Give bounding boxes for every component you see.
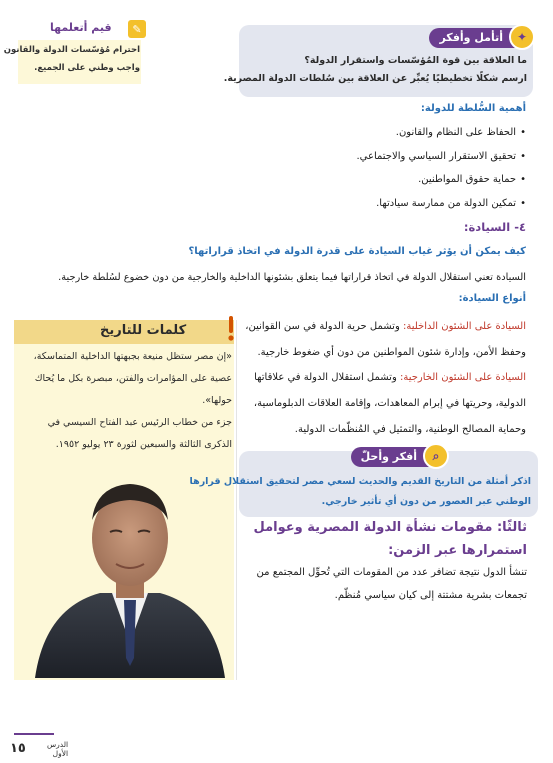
external-sovereignty-line-2: الدولية، وحريتها في إبرام المعاهدات، وإقامة العلاقات الدبلوماسية،	[253, 398, 526, 409]
magnifier-icon: ⌕	[423, 443, 449, 469]
history-source-line-1: جزء من خطاب الرئيس عبد الفتاح السيسي في	[47, 417, 232, 428]
think-solve-line-2: الوطني عبر العصور من دون أي تأثير خارجي.	[321, 496, 531, 507]
importance-heading: أهمية السُّلطة للدولة:	[420, 103, 526, 114]
internal-sovereignty-line-1	[245, 321, 526, 332]
lesson-label-line-2: الأول	[52, 749, 69, 758]
section-three-heading-2: استمرارها عبر الزمن:	[388, 543, 527, 558]
section-three-text-2: تجمعات بشرية مشتتة إلى كيان سياسي مُنظّم.	[334, 590, 527, 601]
think-tag-label: أتأمل وأفكر	[439, 31, 503, 44]
importance-item: • حماية حقوق المواطنين.	[418, 174, 526, 185]
external-sovereignty-line-3: وحماية المصالح الوطنية، والتمثيل في المُنظّمات الدولية.	[294, 424, 526, 435]
think-solve-line-1: اذكر أمثلة من التاريخ القديم والحديث لسعي مصر لتحقيق استقلال قرارها	[189, 476, 531, 487]
think-tag	[429, 28, 529, 48]
think-solve-tag-label: أفكر وأحلّ	[360, 450, 417, 463]
external-sovereignty-text-1: وتشمل استقلال الدولة في علاقاتها	[254, 372, 397, 383]
sovereignty-heading: ٤- السيادة:	[463, 220, 526, 234]
column-divider	[236, 320, 237, 680]
section-three-text-1: تنشأ الدول نتيجة تضافر عدد من المقومات التي تُحوِّل المجتمع من	[256, 567, 527, 578]
president-portrait	[30, 458, 230, 678]
internal-sovereignty-line-2: وحفظ الأمن، وإدارة شئون المواطنين من دون أي ضغوط خارجية.	[257, 347, 526, 358]
lesson-label	[47, 740, 68, 758]
values-line-1: احترام مُؤسّسات الدولة والقانون	[3, 45, 140, 55]
page-number: ١٥	[10, 741, 26, 756]
footer-line	[14, 733, 54, 735]
exclamation-icon	[226, 316, 236, 342]
history-quote-line-2: عصية على المؤامرات والفتن، مبصرة بكل ما يُحاك	[34, 373, 232, 384]
section-three-heading-1: ثالثًا: مقومات نشأة الدولة المصرية وعوامل	[253, 520, 527, 535]
lightbulb-icon: ✦	[509, 24, 535, 50]
book-icon: ✎	[128, 20, 146, 38]
importance-item: • الحفاظ على النظام والقانون.	[396, 127, 526, 138]
history-quote-line-1: «إن مصر ستظل منيعة بجبهتها الداخلية المتماسكة،	[33, 351, 232, 362]
external-sovereignty-line-1	[254, 372, 526, 383]
think-question-1: ما العلاقة بين قوة المُؤسّسات واستقرار الدولة؟	[304, 55, 527, 66]
think-question-2: ارسم شكلًا تخطيطيًا يُعبِّر عن العلاقة بين سُلطات الدولة المصرية.	[223, 73, 527, 84]
values-line-2: واجب وطني على الجميع.	[34, 63, 140, 73]
internal-sovereignty-label: السيادة على الشئون الداخلية:	[402, 321, 526, 332]
think-solve-tag	[351, 447, 443, 467]
internal-sovereignty-text-1: وتشمل حرية الدولة في سن القوانين،	[245, 321, 400, 332]
external-sovereignty-label: السيادة على الشئون الخارجية:	[399, 372, 526, 383]
sovereignty-types-heading: أنواع السيادة:	[458, 293, 526, 304]
history-words-title: كلمات للتاريخ	[100, 323, 187, 338]
sovereignty-question: كيف يمكن أن يؤثر غياب السيادة على قدرة الدولة في اتخاذ قراراتها؟	[188, 246, 526, 257]
history-source-line-2: الذكرى الثالثة والسبعين لثورة ٢٣ يوليو ١٩٥٢.	[55, 439, 232, 450]
history-quote-line-3: حولها».	[202, 395, 232, 406]
importance-item: • تحقيق الاستقرار السياسي والاجتماعي.	[356, 151, 526, 162]
lesson-label-line-1: الدرس	[47, 740, 69, 749]
sovereignty-definition: السيادة تعني استقلال الدولة في اتخاذ قراراتها فيما يتعلق بشئونها الداخلية والخارجية من دون خضوع لسُلطة خارجية.	[58, 272, 526, 283]
values-title: قيم أتعلمها	[50, 21, 112, 34]
importance-item: • تمكين الدولة من ممارسة سيادتها.	[376, 198, 526, 209]
